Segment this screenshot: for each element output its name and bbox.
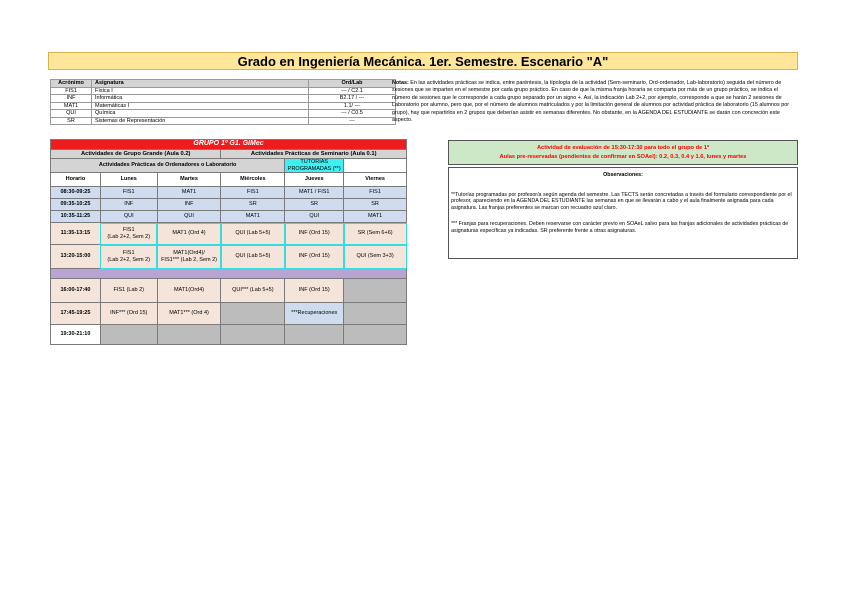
subject-name: Sistemas de Representación: [92, 117, 309, 125]
schedule-row: [51, 199, 407, 211]
tutorias-label: TUTORÍAS PROGRAMADAS (**): [285, 159, 344, 173]
schedule-cell: [344, 303, 407, 325]
schedule-cell: INF (Ord 15): [285, 223, 344, 245]
schedule-cell: INF: [157, 199, 221, 211]
acronym-table: [50, 79, 396, 125]
schedule-row: [51, 187, 407, 199]
group-seminar-label: Actividades Prácticas de Seminario (Aula 0.1): [221, 150, 407, 159]
schedule-title: GRUPO 1º G1. GIMec: [51, 140, 407, 150]
observations-box: [448, 167, 798, 259]
lunch-separator-row: [51, 269, 407, 279]
schedule-cell: QUI: [100, 211, 157, 223]
subject-name: Física I: [92, 87, 309, 95]
acronym-row: [51, 110, 396, 118]
schedule-title-row: [51, 140, 407, 150]
schedule-row: [51, 279, 407, 303]
schedule-cell: ***Recuperaciones: [285, 303, 344, 325]
schedule-cell: [344, 279, 407, 303]
day-header: Martes: [157, 173, 221, 187]
group-practice-label: Actividades Prácticas de Ordenadores o Laboratorio: [51, 159, 285, 173]
ordlab-header: Ord/Lab: [309, 80, 396, 88]
acronym-header: Acrónimo: [51, 80, 92, 88]
schedule-row: [51, 245, 407, 269]
schedule-cell: MAT1 (Ord 4): [157, 223, 221, 245]
time-slot: 16:00-17:40: [51, 279, 101, 303]
schedule-cell: FIS1: [100, 187, 157, 199]
schedule-cell: MAT1: [344, 211, 407, 223]
schedule-cell: [221, 303, 285, 325]
schedule-table: [50, 139, 407, 345]
schedule-cell: MAT1: [221, 211, 285, 223]
schedule-cell: MAT1(Ord4): [157, 279, 221, 303]
group-large-label: Actividades de Grupo Grande (Aula 0.2): [51, 150, 221, 159]
notes-label: Notas:: [392, 80, 409, 86]
schedule-cell: FIS1: [344, 187, 407, 199]
day-header-row: [51, 173, 407, 187]
schedule-cell: MAT1*** (Ord 4): [157, 303, 221, 325]
time-slot: 10:35-11:25: [51, 211, 101, 223]
group-practice-row: [51, 159, 407, 173]
schedule-cell: FIS1 (Lab 2): [100, 279, 157, 303]
schedule-cell: MAT1(Ord4)/ FIS1*** (Lab 2, Sem 2): [157, 245, 221, 269]
time-slot: 11:35-13:15: [51, 223, 101, 245]
observations-title: Observaciones:: [603, 172, 643, 178]
acronym-row: [51, 95, 396, 103]
room: 1.1/ ---: [309, 102, 396, 110]
acronym: INF: [51, 95, 92, 103]
evaluation-line-1: Actividad de evaluación de 15:30-17:30 para todo el grupo de 1º: [536, 145, 710, 151]
observations-paragraph-1: **Tutorías programadas por profesor/a según agenda del semestre. Las TECTS serán concretadas a través del formulario correspondiente por el profesor, apareciendo en la AGENDA DEL ESTUDIANTE las semanas en que se llevarán a cabo y el aula finalmente asignada para cada asignatura. Las franjas preferentes se marcan con recuadro azul claro.: [451, 191, 792, 212]
evaluation-line-2: Aulas pre-reservadas (pendientes de confirmar en SOAel): 0.2, 0.3, 0.4 y 1.6, lunes y martes: [499, 154, 747, 160]
schedule-cell: [285, 325, 344, 345]
schedule-cell: SR: [344, 199, 407, 211]
separator-band: [51, 269, 407, 279]
acronym-row: [51, 102, 396, 110]
acronym: FIS1: [51, 87, 92, 95]
schedule-cell: INF: [100, 199, 157, 211]
time-slot: 09:35-10:25: [51, 199, 101, 211]
schedule-cell: QUI (Sem 3+3): [344, 245, 407, 269]
schedule-cell: SR: [221, 199, 285, 211]
schedule-cell: [157, 325, 221, 345]
schedule-cell: QUI (Lab 5+5): [221, 245, 285, 269]
schedule-cell: MAT1 / FIS1: [285, 187, 344, 199]
schedule-cell: SR (Sem 6+6): [344, 223, 407, 245]
notes-block: [392, 80, 795, 124]
schedule-cell: INF (Ord 15): [285, 279, 344, 303]
day-header: Lunes: [100, 173, 157, 187]
schedule-row: [51, 223, 407, 245]
schedule-cell: INF (Ord 15): [285, 245, 344, 269]
notes-text: En las actividades prácticas se indica, entre paréntesis, la tipología de la actividad (Sem-seminario, Ord-ordenador, Lab-laboratorio) seguida del número de sesiones que se imparten en el semestre por cada grupo práctico. En caso de que la misma franja horaria se comparta por más de un grupo práctico, se indica el número de sesiones que le corresponde a cada grupo separado por un signo +. Así, la indicación Lab 2+2, por ejemplo, corresponde a que se harán 2 sesiones de Laboratorio por alumno, pero que, por el número de alumnos matriculados y por la limitación general de alumnos por actividad práctica de laboratorio (15 alumnos por grupo), hay que repartirlos en 2 grupos que deberían asistir en semanas diferentes. No obstante, en la AGENDA DEL ESTUDIANTE se darán con concreción este aspecto.: [392, 80, 790, 124]
time-slot: 17:45-19:25: [51, 303, 101, 325]
schedule-cell: FIS1: [221, 187, 285, 199]
observations-paragraph-2: *** Franjas para recuperaciones. Deben reservarse con carácter previo en SOAeL salvo para las franjas adicionales de actividades prácticas de asignaturas específicas ya indicadas. SR preferente frente a otras asignaturas.: [451, 220, 789, 234]
subject-name: Química: [92, 110, 309, 118]
subject-name: Informática: [92, 95, 309, 103]
room: --- / C2.1: [309, 87, 396, 95]
time-header: Horario: [51, 173, 101, 187]
schedule-cell: [221, 325, 285, 345]
page-title: Grado en Ingeniería Mecánica. 1er. Semestre. Escenario "A": [48, 52, 798, 70]
acronym: MAT1: [51, 102, 92, 110]
empty-cell: [344, 159, 407, 173]
acronym-header-row: [51, 80, 396, 88]
schedule-cell: MAT1: [157, 187, 221, 199]
time-slot: 19:30-21:10: [51, 325, 101, 345]
schedule-cell: [100, 325, 157, 345]
schedule-cell: QUI (Lab 5+5): [221, 223, 285, 245]
group-type-row: [51, 150, 407, 159]
schedule-cell: INF*** (Ord 15): [100, 303, 157, 325]
schedule-cell: SR: [285, 199, 344, 211]
acronym-row: [51, 87, 396, 95]
day-header: Miércoles: [221, 173, 285, 187]
time-slot: 13:20-15:00: [51, 245, 101, 269]
schedule-cell: QUI: [285, 211, 344, 223]
day-header: Viernes: [344, 173, 407, 187]
schedule-cell: FIS1 (Lab 2+2, Sem 2): [100, 245, 157, 269]
time-slot: 08:30-09:25: [51, 187, 101, 199]
subject-name: Matemáticas I: [92, 102, 309, 110]
subject-header: Asignatura: [92, 80, 309, 88]
room: ---: [309, 117, 396, 125]
schedule-cell: [344, 325, 407, 345]
schedule-row: [51, 325, 407, 345]
evaluation-box: [448, 140, 798, 165]
schedule-cell: QUI*** (Lab 5+5): [221, 279, 285, 303]
day-header: Jueves: [285, 173, 344, 187]
schedule-cell: QUI: [157, 211, 221, 223]
room: B2.17 / ---: [309, 95, 396, 103]
schedule-row: [51, 303, 407, 325]
schedule-cell: FIS1 (Lab 2+2, Sem 2): [100, 223, 157, 245]
room: --- / C0.5: [309, 110, 396, 118]
acronym: SR: [51, 117, 92, 125]
schedule-row: [51, 211, 407, 223]
acronym: QUI: [51, 110, 92, 118]
acronym-row: [51, 117, 396, 125]
